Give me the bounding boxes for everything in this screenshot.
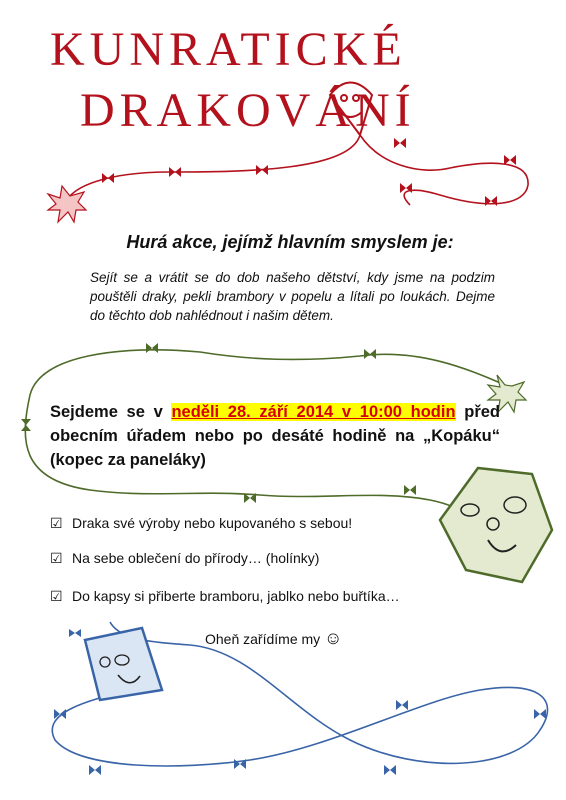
title-line-2: DRAKOVÁNÍ [80,84,416,137]
meeting-info [50,400,500,472]
checklist-item [50,588,400,605]
meeting-prefix: Sejdeme se v [50,403,163,421]
checklist-item-text: Do kapsy si přiberte bramboru, jablko nebo buřtíka… [72,588,400,604]
heading: Hurá akce, jejímž hlavním smyslem je: [126,232,454,252]
closing-line [205,628,342,649]
checklist-item-text: Na sebe oblečení do přírody… (holínky) [72,550,320,566]
checkbox-icon: ☑ [50,515,63,531]
smiley-icon: ☺ [324,628,343,648]
red-star-icon [48,186,86,222]
blue-kite-icon [69,628,162,700]
green-kite-icon [440,468,552,582]
checklist-item-text: Draka své výroby nebo kupovaného s sebou! [72,515,353,531]
intro-paragraph: Sejít se a vrátit se do dob našeho dětství, kdy jsme na podzim pouštěli draky, pekli brambory v popelu a lítali po loukách. Dejme do těchto dob nahlédnout i našim dětem. [90,270,495,323]
red-kite-string [70,135,528,205]
checkbox-icon: ☑ [50,588,63,604]
checkbox-icon: ☑ [50,550,63,566]
checklist-item [50,515,352,532]
title-line-1: KUNRATICKÉ [50,23,407,76]
checklist-item [50,550,319,567]
meeting-date-highlight: neděli 28. září 2014 v 10:00 hodin [171,403,456,421]
closing-text: Oheň zařídíme my [205,631,321,647]
meeting-suffix: před obecním úřadem nebo po desáté hodině na „Kopáku“ (kopec za paneláky) [50,403,500,469]
